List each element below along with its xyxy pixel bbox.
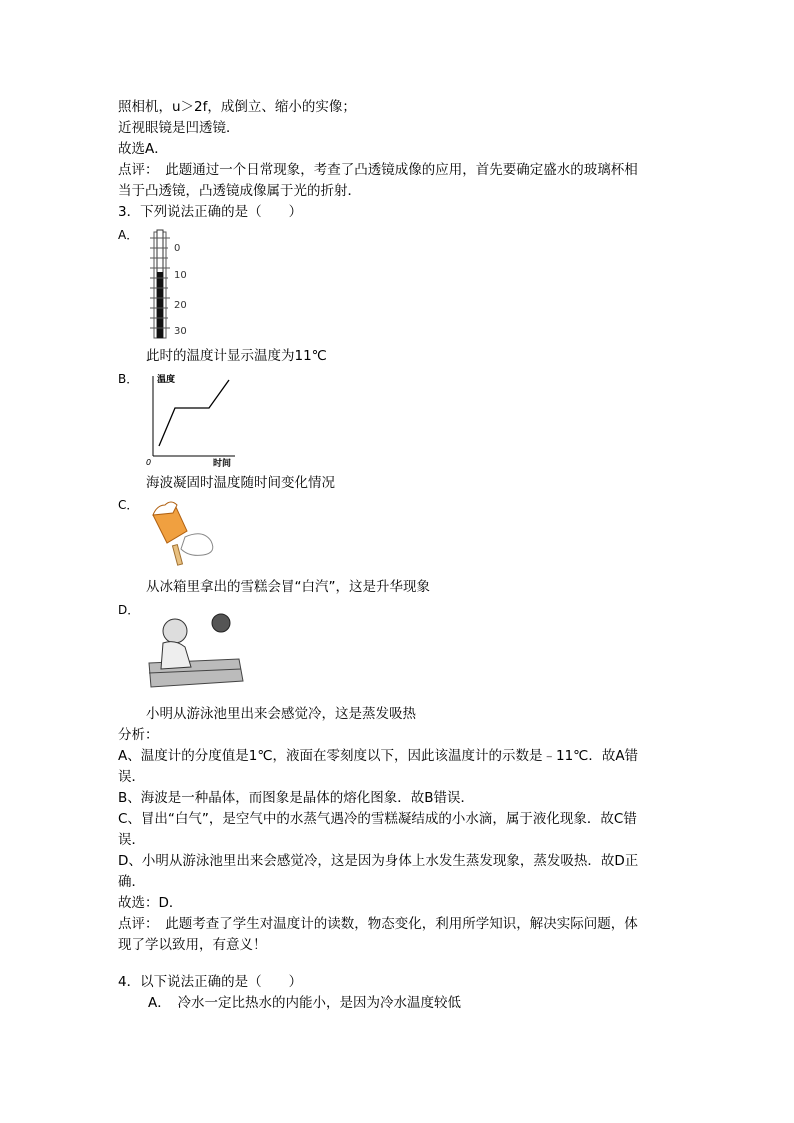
question-stem: 3．下列说法正确的是（ ） xyxy=(118,204,303,220)
option-caption: 从冰箱里拿出的雪糕会冒“白汽”，这是升华现象 xyxy=(146,579,430,595)
analysis-line: C、冒出“白气”，是空气中的水蒸气遇冷的雪糕凝结成的小水滴，属于液化现象．故C错 xyxy=(118,811,637,827)
analysis-line: A、温度计的分度值是1℃，液面在零刻度以下，因此该温度计的示数是﹣11℃．故A错 xyxy=(118,748,639,764)
analysis-line: B、海波是一种晶体，而图象是晶体的熔化图象．故B错误． xyxy=(118,790,475,806)
ice-cream-figure xyxy=(145,497,217,569)
question-stem: 4．以下说法正确的是（ ） xyxy=(118,974,303,990)
tick-label: 30 xyxy=(174,326,187,337)
temperature-time-graph xyxy=(145,372,240,468)
analysis-line: 误． xyxy=(118,769,145,785)
option-letter: D． xyxy=(118,603,140,617)
thermometer-figure xyxy=(148,228,198,342)
tick-label: 0 xyxy=(174,243,181,254)
option-letter: A． xyxy=(118,228,139,242)
analysis-line: 确． xyxy=(118,874,145,890)
comment-line: 现了学以致用，有意义！ xyxy=(118,937,267,953)
origin-label: 0 xyxy=(146,458,152,467)
tick-label: 10 xyxy=(174,270,187,281)
answer-line: 故选：D． xyxy=(118,895,183,911)
analysis-line: D、小明从游泳池里出来会感觉冷，这是因为身体上水发生蒸发现象，蒸发吸热．故D正 xyxy=(118,853,639,869)
text-line: 近视眼镜是凹透镜． xyxy=(118,120,240,136)
comment-line: 当于凸透镜，凸透镜成像属于光的折射． xyxy=(118,183,361,199)
option-line: A． 冷水一定比热水的内能小，是因为冷水温度较低 xyxy=(148,995,461,1011)
y-axis-label: 温度 xyxy=(157,375,176,385)
tick-label: 20 xyxy=(174,300,187,311)
option-letter: B． xyxy=(118,372,139,386)
text-line: 照相机，u＞2f，成倒立、缩小的实像； xyxy=(118,99,356,115)
x-axis-label: 时间 xyxy=(213,459,232,468)
option-letter: C． xyxy=(118,498,139,512)
analysis-line: 误． xyxy=(118,832,145,848)
analysis-title: 分析： xyxy=(118,727,159,743)
comment-line: 点评： 此题通过一个日常现象，考查了凸透镜成像的应用，首先要确定盛水的玻璃杯相 xyxy=(118,162,638,178)
swimmer-figure xyxy=(145,603,245,691)
option-caption: 小明从游泳池里出来会感觉冷，这是蒸发吸热 xyxy=(146,706,416,722)
answer-line: 故选A． xyxy=(118,141,168,157)
option-caption: 海波凝固时温度随时间变化情况 xyxy=(146,475,335,491)
option-caption: 此时的温度计显示温度为11℃ xyxy=(146,348,327,364)
comment-line: 点评： 此题考查了学生对温度计的读数，物态变化，利用所学知识，解决实际问题，体 xyxy=(118,916,638,932)
